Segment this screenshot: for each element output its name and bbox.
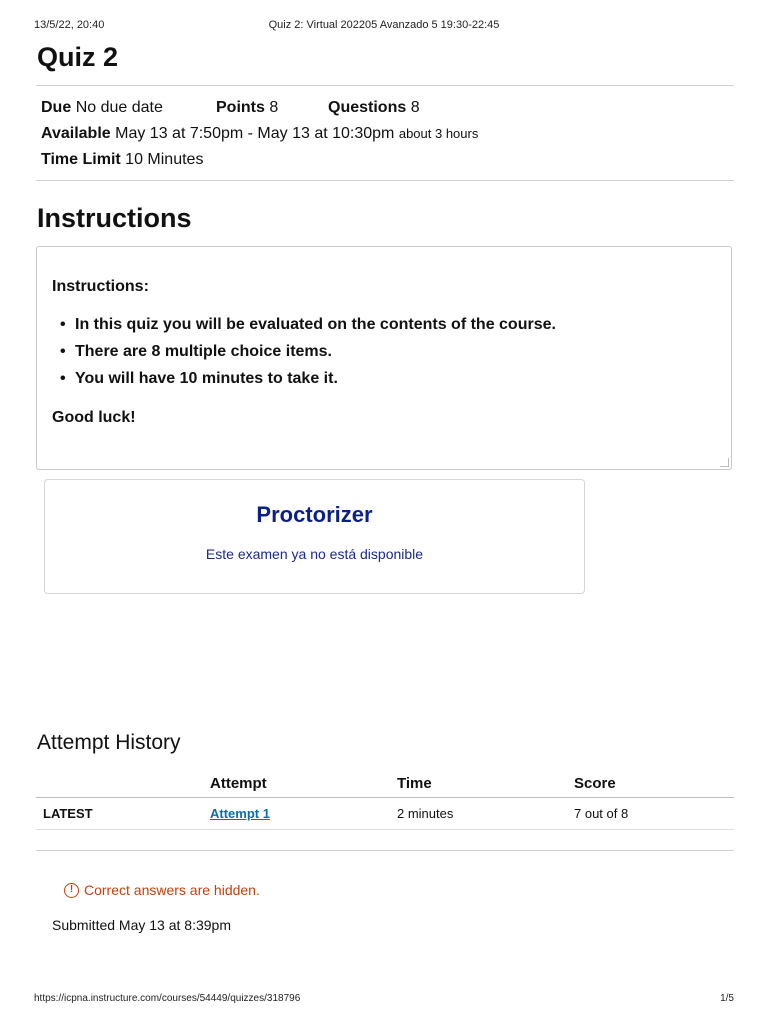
title-divider	[36, 85, 734, 86]
exclamation-circle-icon: !	[64, 883, 79, 898]
proctorizer-message: Este examen ya no está disponible	[205, 546, 424, 562]
proctorizer-panel	[44, 479, 585, 594]
available-meta	[41, 124, 478, 144]
time-limit-label: Time Limit	[41, 151, 121, 168]
print-datetime: 13/5/22, 20:40	[34, 19, 105, 31]
table-row	[36, 798, 734, 830]
resize-grip-icon[interactable]	[720, 458, 729, 467]
attempt-link[interactable]: Attempt 1	[210, 806, 270, 821]
attempt-cell	[210, 798, 397, 830]
attempt-time: 2 minutes	[397, 798, 574, 830]
instruction-item: • You will have 10 minutes to take it.	[60, 369, 556, 396]
print-footer	[34, 993, 734, 1004]
column-header-score: Score	[574, 770, 734, 798]
history-divider	[36, 850, 734, 851]
questions-label: Questions	[328, 99, 407, 116]
instructions-section-title: Instructions	[37, 203, 192, 233]
time-limit-meta	[41, 150, 203, 170]
submitted-timestamp: Submitted May 13 at 8:39pm	[52, 917, 231, 933]
points-label: Points	[216, 99, 265, 116]
print-page-title: Quiz 2: Virtual 202205 Avanzado 5 19:30-22:45	[268, 19, 500, 31]
attempt-history-title: Attempt History	[37, 731, 181, 754]
questions-meta	[328, 98, 420, 118]
due-value: No due date	[75, 99, 163, 116]
instruction-item: • There are 8 multiple choice items.	[60, 342, 556, 369]
time-limit-value: 10 Minutes	[125, 151, 204, 168]
due-label: Due	[41, 99, 72, 116]
print-page-number: 1/5	[720, 993, 734, 1004]
meta-divider	[36, 180, 734, 181]
attempt-status: LATEST	[36, 798, 210, 830]
points-value: 8	[269, 99, 279, 116]
proctorizer-title: Proctorizer	[256, 502, 373, 527]
attempt-history-table	[36, 770, 734, 830]
available-label: Available	[41, 125, 111, 142]
available-duration: about 3 hours	[398, 126, 479, 141]
column-header-time: Time	[397, 770, 574, 798]
table-header-row	[36, 770, 734, 798]
instructions-list	[60, 315, 556, 396]
attempt-score: 7 out of 8	[574, 798, 734, 830]
instructions-heading: Instructions:	[52, 278, 149, 295]
column-header-status	[36, 770, 210, 798]
points-meta	[216, 98, 278, 118]
instruction-item: • In this quiz you will be evaluated on the contents of the course.	[60, 315, 556, 342]
questions-value: 8	[410, 99, 420, 116]
instructions-box	[36, 246, 732, 470]
hidden-answers-notice	[64, 882, 260, 898]
quiz-title: Quiz 2	[37, 42, 119, 72]
print-header	[34, 19, 734, 33]
print-url: https://icpna.instructure.com/courses/54449/quizzes/318796	[34, 993, 301, 1004]
column-header-attempt: Attempt	[210, 770, 397, 798]
available-value: May 13 at 7:50pm - May 13 at 10:30pm	[115, 125, 395, 142]
instructions-closing: Good luck!	[52, 409, 136, 426]
notice-text: Correct answers are hidden.	[84, 882, 260, 898]
quiz-meta-row-1	[41, 98, 163, 118]
